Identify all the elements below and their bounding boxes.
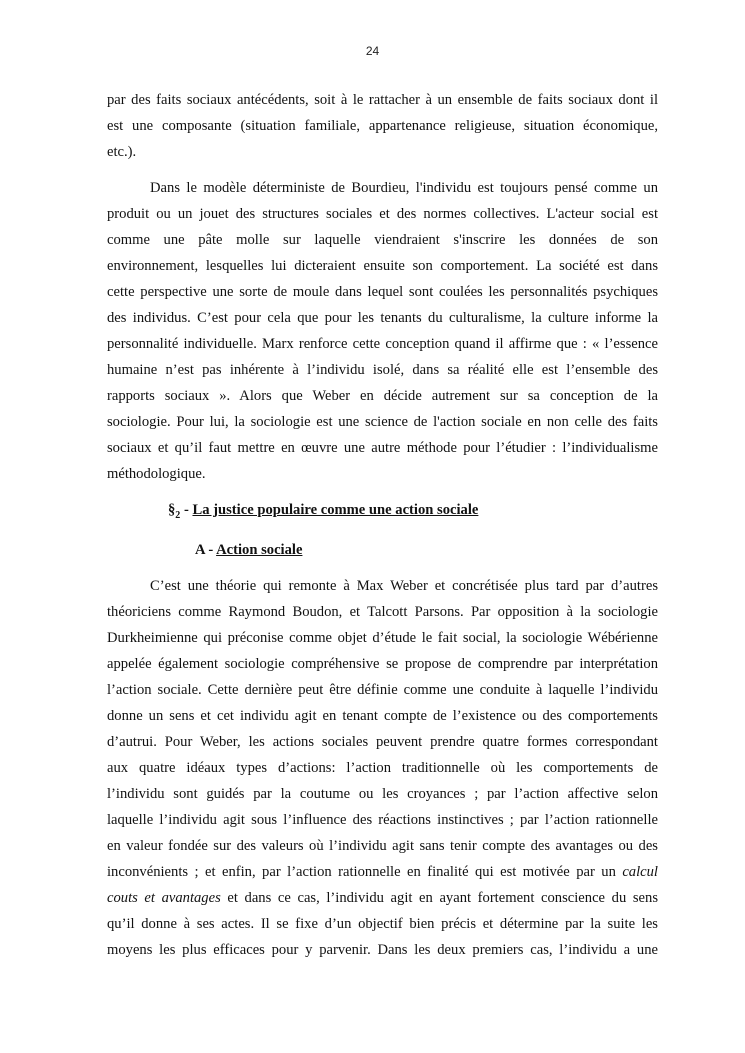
text-line xyxy=(107,625,658,651)
text-line xyxy=(107,781,658,807)
subsection-prefix: A - xyxy=(195,542,217,558)
line-text: sociologie. Pour lui, la sociologie est une science de l'action sociale en non celle des faits xyxy=(107,414,658,430)
line-text: Dans le modèle déterministe de Bourdieu, l'individu est toujours pensé comme un xyxy=(150,180,658,196)
text-line xyxy=(107,599,658,625)
paragraph-2 xyxy=(107,175,658,487)
line-text: C’est une théorie qui remonte à Max Weber et concrétisée plus tard par d’autres xyxy=(150,578,658,594)
line-text: moyens les plus efficaces pour y parvenir. Dans les deux premiers cas, l’individu a une xyxy=(107,942,658,958)
subsection-title: Action sociale xyxy=(216,542,303,558)
line-text: laquelle l’individu agit sous l’influence des réactions instinctives ; par l’action rationnelle xyxy=(107,812,658,828)
text-line xyxy=(107,227,658,253)
text-line xyxy=(107,201,658,227)
line-text: méthodologique. xyxy=(107,466,206,482)
text-line xyxy=(107,911,658,937)
text-line xyxy=(107,859,658,885)
line-text: d’autrui. Pour Weber, les actions sociales peuvent prendre quatre formes correspondant xyxy=(107,734,658,750)
line-text: aux quatre idéaux types d’actions: l’action traditionnelle où les comportements de xyxy=(107,760,658,776)
line-text: est une composante (situation familiale, appartenance religieuse, situation économique, xyxy=(107,118,658,134)
paragraph-1 xyxy=(107,87,658,165)
text-line xyxy=(107,175,658,201)
text-line xyxy=(107,677,658,703)
text-line xyxy=(107,87,658,113)
text-line xyxy=(107,755,658,781)
line-text: donne un sens et cet individu agit en tenant compte de l’existence ou des comportements xyxy=(107,708,658,724)
line-text: rapports sociaux ». Alors que Weber en décide autrement sur sa conception de la xyxy=(107,388,658,404)
line-text: comme une pâte molle sur laquelle viendraient s'inscrire les données de son xyxy=(107,232,658,248)
text-line xyxy=(107,409,658,435)
subsection-heading xyxy=(195,540,302,560)
text-line xyxy=(107,703,658,729)
line-text: théoriciens comme Raymond Boudon, et Talcott Parsons. Par opposition à la sociologie xyxy=(107,604,658,620)
line-text: appelée également sociologie compréhensive se propose de comprendre par interprétation xyxy=(107,656,658,672)
text-line xyxy=(107,461,658,487)
line-text: et dans ce cas, l’individu agit en ayant fortement conscience du sens xyxy=(220,890,658,906)
line-text: inconvénients ; et enfin, par l’action rationnelle en finalité qui est motivée par un xyxy=(107,864,623,880)
line-text: sociaux et qu’il faut mettre en œuvre une autre méthode pour l’étudier : l’individualisme xyxy=(107,440,658,456)
line-text: Durkheimienne qui préconise comme objet d’étude le fait social, la sociologie Wébérienne xyxy=(107,630,658,646)
section-symbol: § xyxy=(168,502,176,518)
line-text: environnement, lesquelles lui dicteraient ensuite son comportement. La société est dans xyxy=(107,258,658,274)
line-text: produit ou un jouet des structures sociales et des normes collectives. L'acteur social est xyxy=(107,206,658,222)
paragraph-3 xyxy=(107,573,658,963)
line-text: des individus. C’est pour cela que pour les tenants du culturalisme, la culture informe la xyxy=(107,310,658,326)
section-number: 2 xyxy=(175,509,181,521)
line-text: en valeur fondée sur des valeurs où l’individu agit sans tenir compte des avantages ou des xyxy=(107,838,658,854)
line-text: cette perspective une sorte de moule dans lequel sont coulées les personnalités psychiques xyxy=(107,284,658,300)
text-line xyxy=(107,833,658,859)
text-line xyxy=(107,573,658,599)
line-text: par des faits sociaux antécédents, soit à le rattacher à un ensemble de faits sociaux dont il xyxy=(107,92,658,108)
section-heading xyxy=(168,500,478,526)
text-line xyxy=(107,729,658,755)
text-line xyxy=(107,305,658,331)
line-text: personnalité individuelle. Marx renforce cette conception quand il affirme que : « l’essence xyxy=(107,336,658,352)
text-line xyxy=(107,937,658,963)
text-line xyxy=(107,253,658,279)
line-text: humaine n’est pas inhérente à l’individu isolé, dans sa réalité elle est l’ensemble des xyxy=(107,362,658,378)
italic-text: couts et avantages xyxy=(107,890,221,906)
text-line xyxy=(107,113,658,139)
section-dash: - xyxy=(180,502,193,518)
text-line xyxy=(107,357,658,383)
line-text: etc.). xyxy=(107,144,137,160)
text-line xyxy=(107,279,658,305)
line-text: qu’il donne à ses actes. Il se fixe d’un objectif bien précis et détermine par la suite les xyxy=(107,916,658,932)
text-line xyxy=(107,807,658,833)
line-text: l’action sociale. Cette dernière peut être définie comme une conduite à laquelle l’individu xyxy=(107,682,658,698)
text-line xyxy=(107,885,658,911)
text-line xyxy=(107,651,658,677)
italic-text: calcul xyxy=(622,864,658,880)
text-line xyxy=(107,435,658,461)
page-number: 24 xyxy=(365,44,380,58)
section-title: La justice populaire comme une action sociale xyxy=(192,502,479,518)
text-line xyxy=(107,383,658,409)
line-text: l’individu sont guidés par la coutume ou les croyances ; par l’action affective selon xyxy=(107,786,658,802)
text-line xyxy=(107,331,658,357)
text-line xyxy=(107,139,658,165)
